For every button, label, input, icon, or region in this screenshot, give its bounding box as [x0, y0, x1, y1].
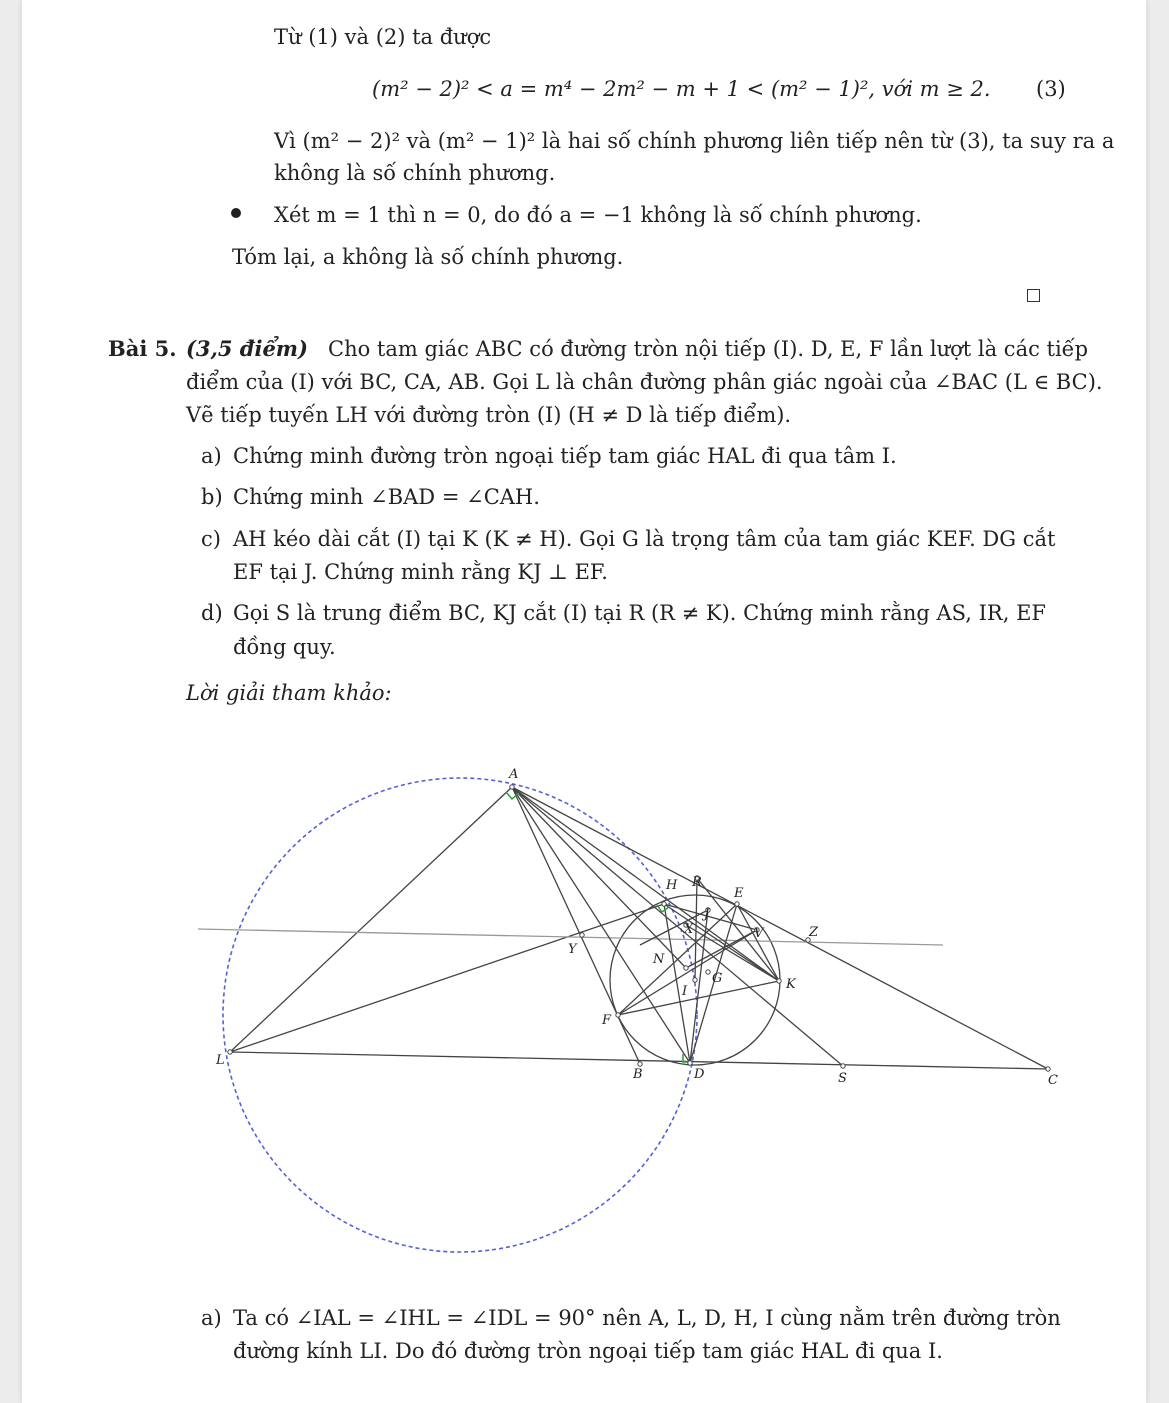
part-label: d): [201, 601, 223, 625]
line-AD: [512, 787, 690, 1063]
part-text: AH kéo dài cắt (I) tại K (K ≠ H). Gọi G là trọng tâm của tam giác KEF. DG cắt: [233, 527, 1056, 551]
part-text: Gọi S là trung điểm BC, KJ cắt (I) tại R (R ≠ K). Chứng minh rằng AS, IR, EF: [233, 601, 1046, 625]
label-J: J: [704, 907, 710, 922]
part-text: Chứng minh ∠BAD = ∠CAH.: [233, 485, 540, 509]
label-C: C: [1048, 1073, 1058, 1088]
label-S: S: [838, 1071, 847, 1086]
label-H: H: [666, 878, 678, 893]
part-text: EF tại J. Chứng minh rằng KJ ⊥ EF.: [233, 560, 608, 584]
paragraph-line: Vì (m² − 2)² và (m² − 1)² là hai số chính phương liên tiếp nên từ (3), ta suy ra a: [274, 129, 1115, 153]
label-V: V: [754, 926, 764, 941]
line-FE: [618, 904, 737, 1015]
label-K: K: [786, 977, 796, 992]
label-Z: Z: [809, 925, 819, 940]
problem-statement: Vẽ tiếp tuyến LH với đường tròn (I) (H ≠ D là tiếp điểm).: [186, 403, 792, 427]
line-NV: [686, 930, 757, 968]
label-F: F: [602, 1013, 612, 1028]
part-label: c): [201, 527, 221, 551]
line-RI: [695, 878, 697, 980]
line-EK: [737, 904, 779, 981]
text-line: Từ (1) và (2) ta được: [274, 25, 492, 49]
side-AB: [512, 787, 640, 1064]
solution-text: Ta có ∠IAL = ∠IHL = ∠IDL = 90° nên A, L, D, H, I cùng nằm trên đường tròn: [233, 1306, 1061, 1330]
solution-label: a): [201, 1306, 222, 1330]
part-label: a): [201, 444, 222, 468]
solution-text: đường kính LI. Do đó đường tròn ngoại tiếp tam giác HAL đi qua I.: [233, 1339, 943, 1363]
solution-heading: Lời giải tham khảo:: [186, 681, 392, 705]
problem-points: (3,5 điểm): [186, 336, 308, 361]
bullet-item: Xét m = 1 thì n = 0, do đó a = −1 không là số chính phương.: [274, 203, 922, 227]
line-AK: [512, 787, 779, 981]
equation-3: (m² − 2)² < a = m⁴ − 2m² − m + 1 < (m² − 1)², với m ≥ 2.: [372, 77, 991, 101]
circumcircle-ALI: [223, 778, 697, 1252]
part-text: Chứng minh đường tròn ngoại tiếp tam giác HAL đi qua tâm I.: [233, 444, 897, 468]
label-N: N: [653, 952, 665, 967]
problem-title: Bài 5.: [108, 336, 177, 361]
label-I: I: [682, 984, 688, 999]
label-D: D: [694, 1067, 705, 1082]
label-X: X: [684, 922, 694, 937]
problem-statement: điểm của (I) với BC, CA, AB. Gọi L là chân đường phân giác ngoài của ∠BAC (L ∈ BC).: [186, 370, 1103, 394]
label-E: E: [734, 886, 744, 901]
tangent-LH: [230, 904, 664, 1052]
label-Y: Y: [568, 942, 577, 957]
label-G: G: [712, 971, 723, 986]
part-label: b): [201, 485, 223, 509]
paragraph-line: không là số chính phương.: [274, 161, 556, 185]
part-text: đồng quy.: [233, 635, 336, 659]
equation-number: (3): [1036, 77, 1066, 101]
conclusion: Tóm lại, a không là số chính phương.: [232, 245, 624, 269]
label-L: L: [216, 1053, 225, 1068]
label-A: A: [509, 767, 519, 782]
label-R: R: [692, 875, 702, 890]
problem-statement: Cho tam giác ABC có đường tròn nội tiếp (I). D, E, F lần lượt là các tiếp: [328, 337, 1089, 361]
line-FV: [618, 930, 757, 1015]
line-HK: [664, 904, 779, 981]
line-LA: [230, 787, 512, 1052]
line-AS: [512, 787, 843, 1066]
label-B: B: [633, 1067, 643, 1082]
line-AN: [512, 787, 686, 968]
